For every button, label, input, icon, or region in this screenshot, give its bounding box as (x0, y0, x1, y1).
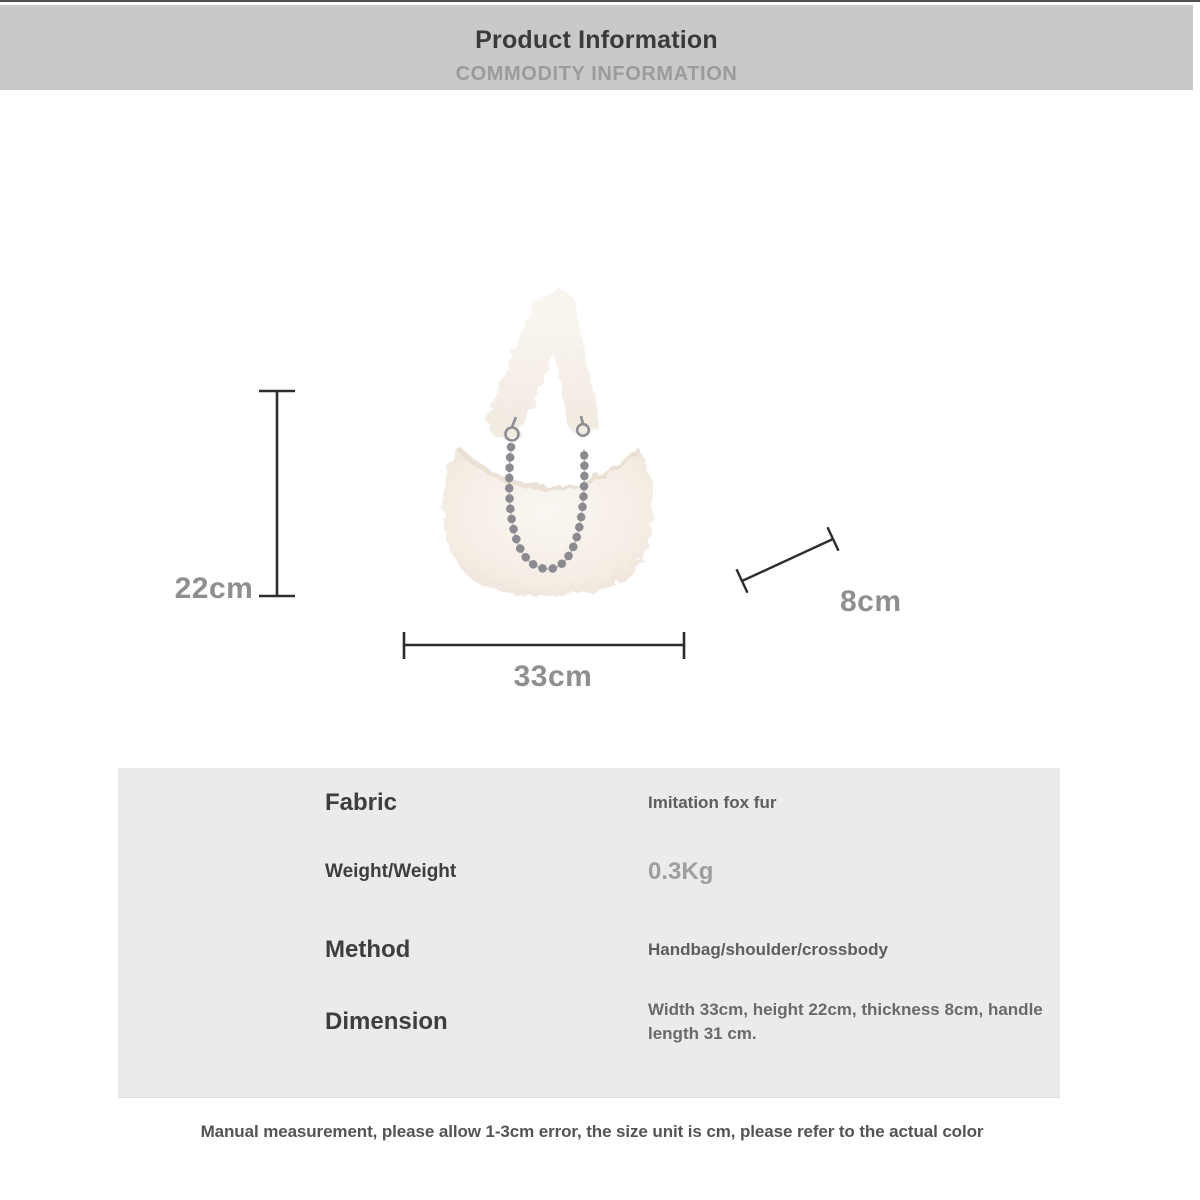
width-dimension-line (404, 632, 684, 659)
spec-value: Handbag/shoulder/crossbody (648, 940, 888, 959)
top-divider (0, 0, 1200, 2)
spec-label: Method (325, 936, 411, 963)
spec-label: Dimension (325, 1008, 448, 1035)
disclaimer-note: Manual measurement, please allow 1-3cm error, the size unit is cm, please refer to the actual color (200, 1122, 984, 1141)
height-dimension-line (259, 391, 295, 596)
depth-dimension-line (737, 527, 839, 593)
handbag-illustration (443, 290, 653, 596)
spec-table (118, 768, 1060, 1098)
spec-value: Width 33cm, height 22cm, thickness 8cm, handle length 31 cm. (648, 1000, 1043, 1043)
depth-dimension-label: 8cm (840, 585, 902, 618)
height-dimension-label: 22cm (174, 572, 254, 605)
product-figure (0, 90, 1200, 768)
header-band (0, 5, 1193, 90)
spec-label: Weight/Weight (325, 861, 457, 882)
width-dimension-label: 33cm (513, 660, 593, 693)
page-title: Product Information (475, 26, 718, 54)
spec-value: Imitation fox fur (648, 793, 777, 812)
page-subtitle: COMMODITY INFORMATION (455, 63, 738, 85)
spec-label: Fabric (325, 789, 398, 816)
spec-value: 0.3Kg (648, 858, 714, 885)
